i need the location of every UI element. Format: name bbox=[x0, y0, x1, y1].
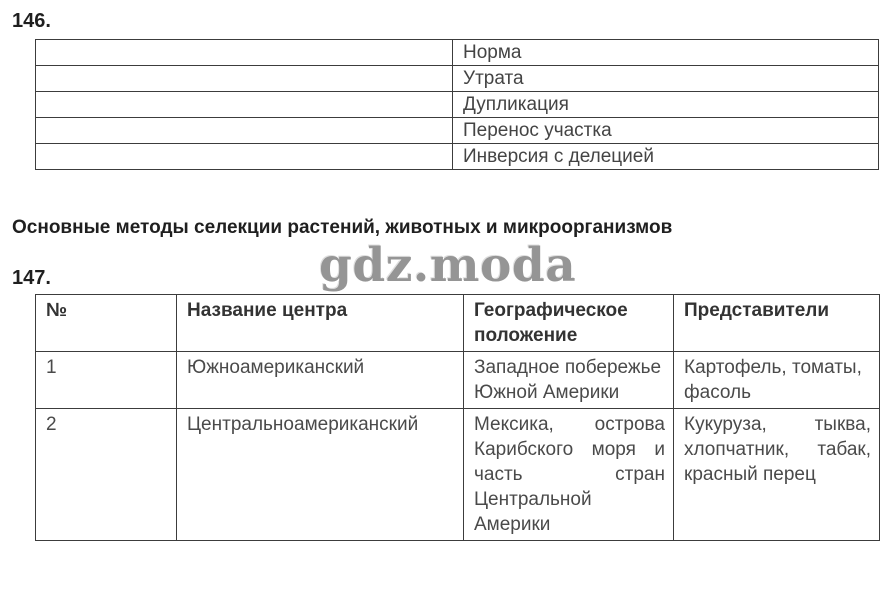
header-location: Географическое положение bbox=[464, 295, 674, 352]
table-cell: Утрата bbox=[453, 66, 879, 92]
table-row bbox=[36, 66, 879, 92]
table-row bbox=[36, 40, 879, 66]
cell-center-name: Южноамериканский bbox=[177, 352, 464, 409]
blank-cell bbox=[36, 66, 453, 92]
blank-cell bbox=[36, 144, 453, 170]
cell-location: Западное побережье Южной Америки bbox=[464, 352, 674, 409]
blank-cell bbox=[36, 92, 453, 118]
cell-location: Мексика, острова Карибского моря и часть стран Центральной Америки bbox=[464, 409, 674, 541]
cell-number: 1 bbox=[36, 352, 177, 409]
header-representatives: Представители bbox=[674, 295, 880, 352]
cell-center-name: Центральноамериканский bbox=[177, 409, 464, 541]
header-number: № bbox=[36, 295, 177, 352]
table-header-row bbox=[36, 295, 880, 352]
cell-number: 2 bbox=[36, 409, 177, 541]
cell-representatives: Картофель, томаты, фасоль bbox=[674, 352, 880, 409]
table-row bbox=[36, 118, 879, 144]
task-146-number: 146. bbox=[12, 10, 51, 32]
table-row bbox=[36, 352, 880, 409]
table-row bbox=[36, 409, 880, 541]
task-147-table bbox=[35, 294, 880, 541]
task-147-number: 147. bbox=[12, 267, 51, 289]
cell-representatives: Кукуруза, тыква, хлопчатник, табак, красный перец bbox=[674, 409, 880, 541]
table-row bbox=[36, 92, 879, 118]
task-146-table bbox=[35, 39, 879, 170]
section-heading: Основные методы селекции растений, животных и микроорганизмов bbox=[12, 217, 673, 238]
header-center-name: Название центра bbox=[177, 295, 464, 352]
blank-cell bbox=[36, 118, 453, 144]
table-row bbox=[36, 144, 879, 170]
watermark-logo: gdz.moda bbox=[319, 238, 577, 293]
table-cell: Инверсия с делецией bbox=[453, 144, 879, 170]
blank-cell bbox=[36, 40, 453, 66]
table-cell: Дупликация bbox=[453, 92, 879, 118]
table-cell: Перенос участка bbox=[453, 118, 879, 144]
table-cell: Норма bbox=[453, 40, 879, 66]
